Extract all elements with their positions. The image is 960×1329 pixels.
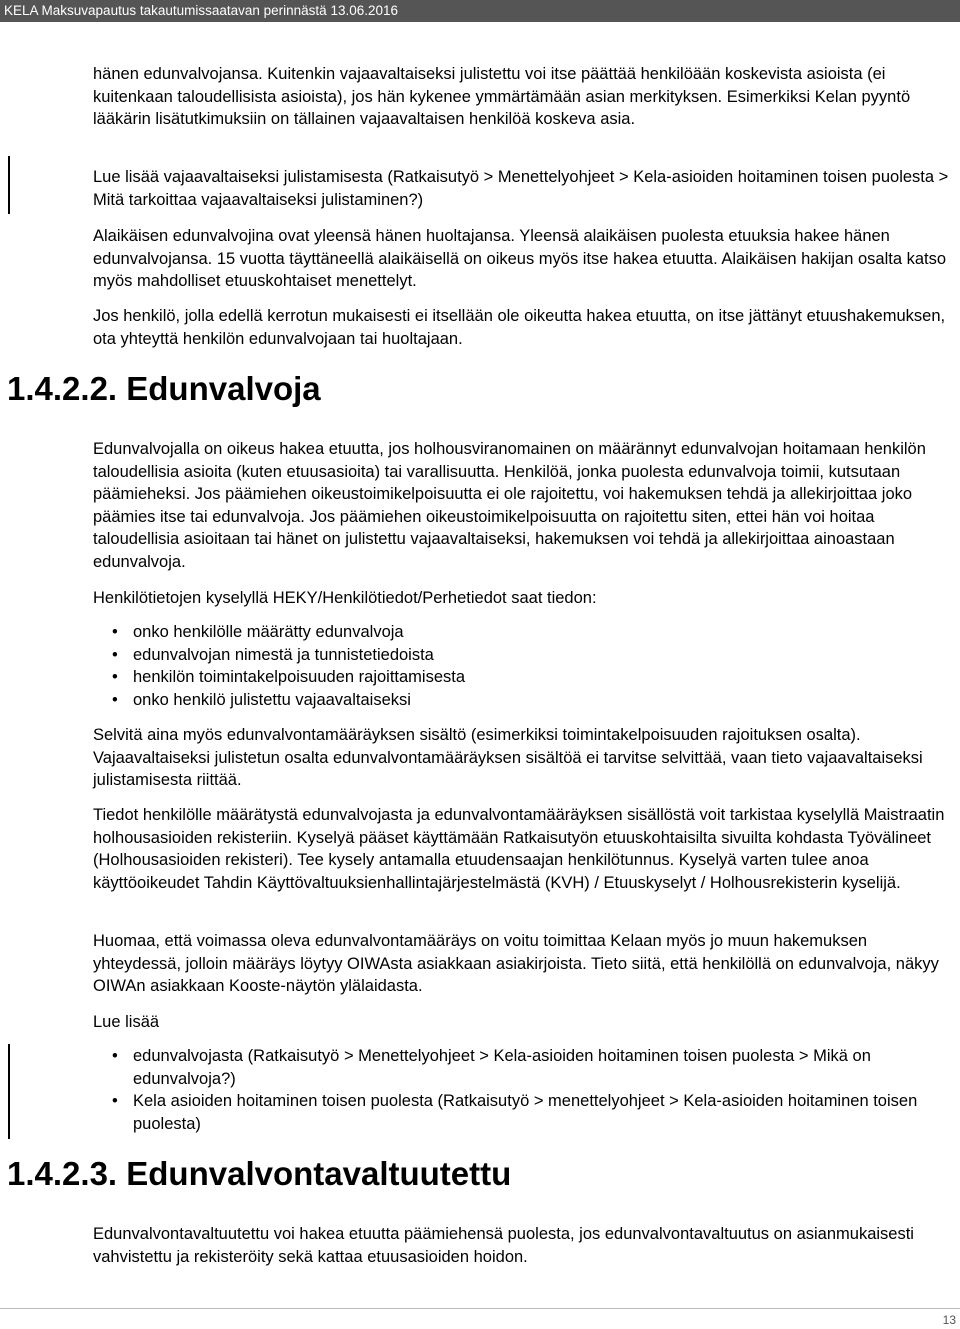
edunvalvoja-paragraph-1: Edunvalvojalla on oikeus hakea etuutta, jos holhousviranomainen on määrännyt edunvalvojan hoitamaan henkilön taloudellisia asioita (kuten etuusasioita) tai varallisuutta. Henkilöä, jonka puolesta edunvalvoja toimii, kutsutaan päämieheksi. Jos päämiehen oikeustoimikelpoisuutta ei ole rajoitettu, voi hakemuksen tehdä ja allekirjoittaa joko päämies itse tai edunvalvoja. Jos päämiehen oikeustoimikelpoisuutta on rajoitettu siten, ettei hän voi hoitaa taloudellisia asioitaan tai hänet on julistettu vajaavaltaiseksi, hakemuksen voi tehdä ja allekirjoittaa ainoastaan edunvalvoja. [93, 440, 926, 571]
footer-divider [0, 1308, 960, 1309]
change-bar [8, 156, 10, 214]
read-more-label: Lue lisää [93, 1013, 160, 1031]
heky-info-list [93, 621, 953, 711]
document-header-title: KELA Maksuvapautus takautumissaatavan perinnästä 13.06.2016 [4, 3, 399, 18]
intro-paragraph-3: Alaikäisen edunvalvojina ovat yleensä hänen huoltajansa. Yleensä alaikäisen puolesta etuuksia hakee hänen edunvalvojansa. 15 vuotta täyttäneellä alaikäisellä on oikeus myös itse hakea etuutta. Alaikäisen hakijan osalta katso myös mahdolliset etuuskohtaiset menettelyt. [93, 227, 947, 291]
list-item: • onko henkilölle määrätty edunvalvoja [93, 621, 953, 644]
page-number: 13 [942, 1313, 956, 1327]
intro-paragraph-2: Lue lisää vajaavaltaiseksi julistamisesta (Ratkaisutyö > Menettelyohjeet > Kela-asioiden hoitaminen toisen puolesta > Mitä tarkoittaa vajaavaltaiseksi julistaminen?) [93, 168, 949, 209]
read-more-link-asioiden-hoitaminen[interactable]: • Kela asioiden hoitaminen toisen puolesta (Ratkaisutyö > menettelyohjeet > Kela-asioiden hoitaminen toisen puolesta) [93, 1090, 953, 1135]
edunvalvoja-paragraph-2: Henkilötietojen kyselyllä HEKY/Henkilötiedot/Perhetiedot saat tiedon: [93, 589, 597, 607]
edunvalvoja-paragraph-3: Selvitä aina myös edunvalvontamääräyksen sisältö (esimerkiksi toimintakelpoisuuden rajoituksen osalta). Vajaavaltaiseksi julistetun osalta edunvalvontamääräyksen sisältöä ei tarvitse selvittää, vaan tieto vajaavaltaiseksi julistamisesta riittää. [93, 726, 923, 790]
section-heading-edunvalvoja: 1.4.2.2. Edunvalvoja [7, 370, 321, 407]
list-item: • onko henkilö julistettu vajaavaltaiseksi [93, 689, 953, 712]
list-item: • edunvalvojan nimestä ja tunnistetiedoista [93, 644, 953, 667]
read-more-links [93, 1045, 953, 1135]
edunvalvoja-paragraph-5: Huomaa, että voimassa oleva edunvalvontamääräys on voitu toimittaa Kelaan myös jo muun hakemuksen yhteydessä, jolloin määräys löytyy OIWAsta asiakkaan asiakirjoista. Tieto siitä, että henkilöllä on edunvalvoja, näkyy OIWAn asiakkaan Kooste-näytön ylälaidasta. [93, 932, 939, 996]
edunvalvoja-paragraph-4: Tiedot henkilölle määrätystä edunvalvojasta ja edunvalvontamääräyksen sisällöstä voit tarkistaa kyselyllä Maistraatin holhousasioiden rekisteriin. Kyselyä pääset käyttämään Ratkaisutyön etuuskohtaisilta sivuilta kohdasta Työvälineet (Holhousasioiden rekisteri). Tee kysely antamalla etuudensaajan henkilötunnus. Kyselyä varten tulee anoa käyttöoikeudet Tahdin Käyttövaltuuksienhallintajärjestelmästä (KVH) / Etuuskyselyt / Holhousrekisterin kyselijä. [93, 806, 945, 892]
section-heading-edunvalvontavaltuutettu: 1.4.2.3. Edunvalvontavaltuutettu [7, 1155, 512, 1192]
change-bar [8, 1044, 10, 1139]
valtuutettu-paragraph-1: Edunvalvontavaltuutettu voi hakea etuutta päämiehensä puolesta, jos edunvalvontavaltuutus on asianmukaisesti vahvistettu ja rekisteröity sekä kattaa etuusasioiden hoidon. [93, 1225, 914, 1266]
list-item: • henkilön toimintakelpoisuuden rajoittamisesta [93, 666, 953, 689]
read-more-link-edunvalvoja[interactable]: • edunvalvojasta (Ratkaisutyö > Menettelyohjeet > Kela-asioiden hoitaminen toisen puolesta > Mikä on edunvalvoja?) [93, 1045, 953, 1090]
intro-paragraph-4: Jos henkilö, jolla edellä kerrotun mukaisesti ei itsellään ole oikeutta hakea etuutta, on itse jättänyt etuushakemuksen, ota yhteyttä henkilön edunvalvojaan tai huoltajaan. [93, 307, 946, 348]
intro-paragraph-1: hänen edunvalvojansa. Kuitenkin vajaavaltaiseksi julistettu voi itse päättää henkilöään koskevista asioista (ei kuitenkaan taloudellisista asioista), jos hän kykenee ymmärtämään asian merkityksen. Esimerkiksi Kelan pyyntö lääkärin lisätutkimuksiin on tällainen vajaavaltaisen henkilöä koskeva asia. [93, 65, 911, 129]
document-header [0, 0, 960, 22]
